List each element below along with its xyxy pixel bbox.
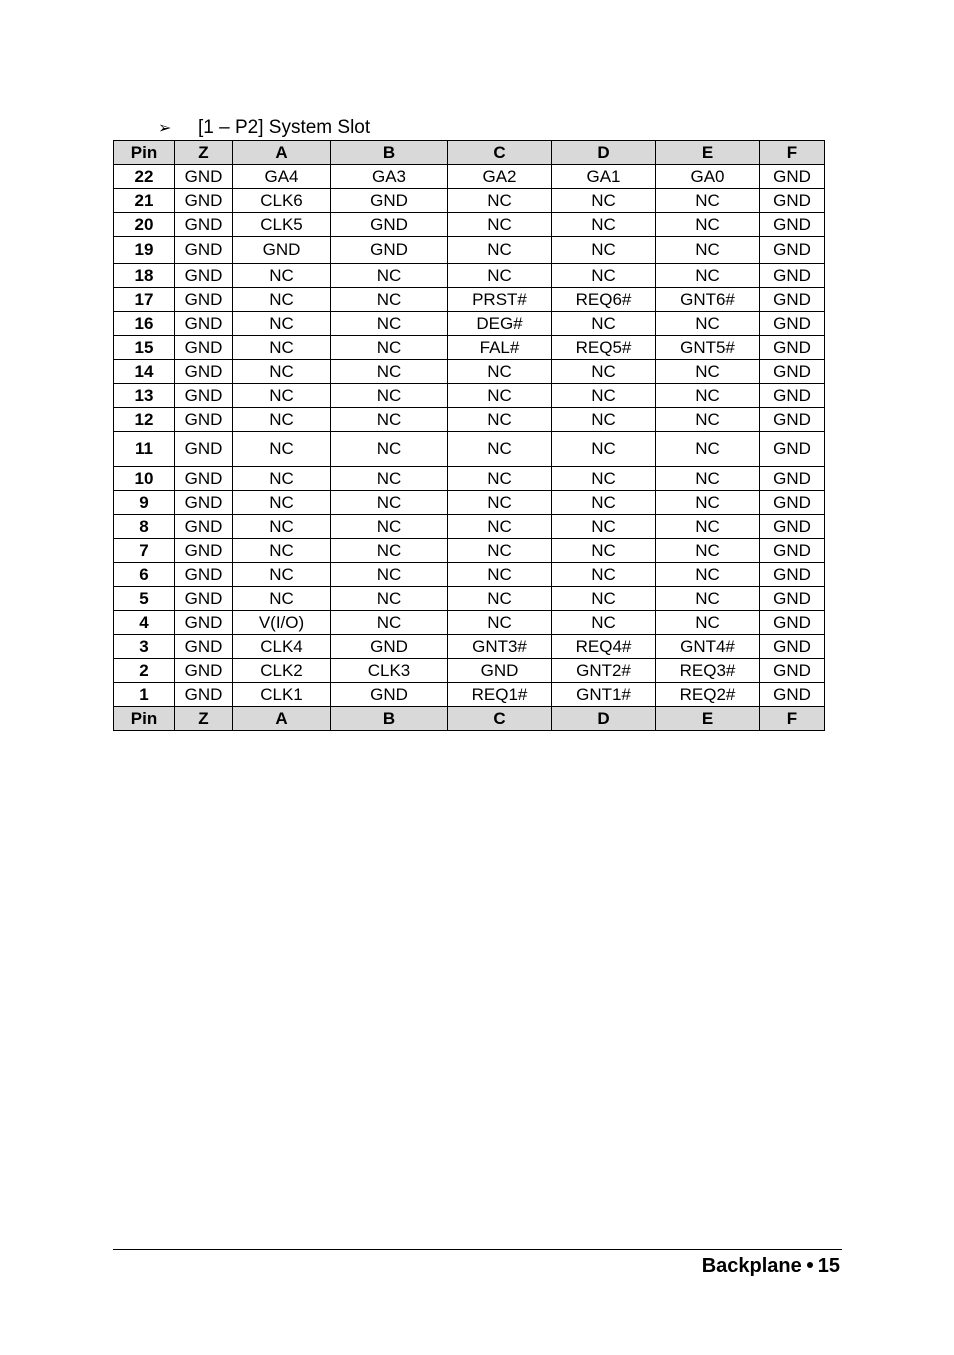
signal-cell: NC [331, 432, 448, 467]
table-row [114, 659, 825, 683]
signal-cell: GND [760, 288, 825, 312]
signal-cell: NC [331, 384, 448, 408]
signal-cell: GND [760, 515, 825, 539]
signal-cell: GND [760, 264, 825, 288]
pin-number-cell: 20 [114, 213, 175, 237]
signal-cell: NC [448, 384, 552, 408]
signal-cell: GND [331, 213, 448, 237]
pin-number-cell: 6 [114, 563, 175, 587]
column-header: A [233, 141, 331, 165]
signal-cell: NC [448, 515, 552, 539]
table-row [114, 611, 825, 635]
signal-cell: NC [552, 264, 656, 288]
table-row [114, 467, 825, 491]
signal-cell: GND [760, 432, 825, 467]
table-row [114, 635, 825, 659]
signal-cell: NC [233, 515, 331, 539]
signal-cell: NC [233, 288, 331, 312]
signal-cell: NC [552, 213, 656, 237]
table-row [114, 237, 825, 264]
page-number: 15 [817, 1255, 840, 1277]
signal-cell: NC [552, 467, 656, 491]
signal-cell: GND [175, 539, 233, 563]
signal-cell: NC [448, 611, 552, 635]
signal-cell: NC [552, 384, 656, 408]
pin-number-cell: 12 [114, 408, 175, 432]
column-footer: Z [175, 707, 233, 731]
signal-cell: GND [175, 408, 233, 432]
table-row [114, 515, 825, 539]
signal-cell: NC [233, 384, 331, 408]
pin-number-cell: 14 [114, 360, 175, 384]
column-footer: C [448, 707, 552, 731]
signal-cell: NC [552, 189, 656, 213]
column-header: B [331, 141, 448, 165]
signal-cell: NC [331, 312, 448, 336]
table-row [114, 432, 825, 467]
signal-cell: GND [175, 288, 233, 312]
table-row [114, 336, 825, 360]
pin-number-cell: 19 [114, 237, 175, 264]
signal-cell: NC [331, 467, 448, 491]
signal-cell: GND [760, 237, 825, 264]
signal-cell: GND [175, 165, 233, 189]
table-row [114, 384, 825, 408]
table-row [114, 408, 825, 432]
signal-cell: NC [233, 432, 331, 467]
signal-cell: GND [175, 467, 233, 491]
pin-number-cell: 9 [114, 491, 175, 515]
footer-section-name: Backplane [701, 1255, 802, 1277]
signal-cell: CLK6 [233, 189, 331, 213]
signal-cell: NC [552, 587, 656, 611]
section-heading-text: [1 – P2] System Slot [198, 117, 371, 138]
signal-cell: V(I/O) [233, 611, 331, 635]
signal-cell: NC [233, 312, 331, 336]
signal-cell: CLK2 [233, 659, 331, 683]
signal-cell: NC [448, 587, 552, 611]
table-header-row [114, 141, 825, 165]
signal-cell: NC [233, 587, 331, 611]
pin-number-cell: 3 [114, 635, 175, 659]
signal-cell: REQ3# [656, 659, 760, 683]
signal-cell: REQ2# [656, 683, 760, 707]
signal-cell: GND [175, 213, 233, 237]
column-footer: D [552, 707, 656, 731]
signal-cell: GND [175, 611, 233, 635]
page-footer [702, 1253, 840, 1279]
column-footer: A [233, 707, 331, 731]
signal-cell: REQ6# [552, 288, 656, 312]
signal-cell: NC [552, 563, 656, 587]
signal-cell: GND [175, 237, 233, 264]
signal-cell: GND [175, 515, 233, 539]
signal-cell: NC [656, 491, 760, 515]
signal-cell: NC [331, 264, 448, 288]
signal-cell: GND [233, 237, 331, 264]
pin-number-cell: 18 [114, 264, 175, 288]
table-row [114, 264, 825, 288]
signal-cell: NC [552, 539, 656, 563]
signal-cell: GND [448, 659, 552, 683]
table-row [114, 683, 825, 707]
signal-cell: GA2 [448, 165, 552, 189]
bullet-dot-icon [807, 1262, 813, 1268]
signal-cell: REQ1# [448, 683, 552, 707]
pin-number-cell: 15 [114, 336, 175, 360]
column-footer: F [760, 707, 825, 731]
signal-cell: GND [175, 312, 233, 336]
signal-cell: GND [760, 563, 825, 587]
signal-cell: NC [656, 264, 760, 288]
signal-cell: NC [331, 408, 448, 432]
signal-cell: GND [175, 635, 233, 659]
signal-cell: NC [448, 189, 552, 213]
signal-cell: NC [331, 563, 448, 587]
signal-cell: NC [448, 432, 552, 467]
signal-cell: NC [233, 491, 331, 515]
signal-cell: DEG# [448, 312, 552, 336]
table-row [114, 165, 825, 189]
signal-cell: GA0 [656, 165, 760, 189]
signal-cell: NC [448, 563, 552, 587]
pin-assignment-table [113, 140, 825, 731]
signal-cell: GND [760, 539, 825, 563]
signal-cell: NC [448, 213, 552, 237]
pin-number-cell: 4 [114, 611, 175, 635]
pin-number-cell: 22 [114, 165, 175, 189]
signal-cell: GNT1# [552, 683, 656, 707]
signal-cell: NC [656, 587, 760, 611]
signal-cell: NC [448, 467, 552, 491]
signal-cell: GND [760, 659, 825, 683]
column-header: E [656, 141, 760, 165]
column-footer: E [656, 707, 760, 731]
table-row [114, 563, 825, 587]
signal-cell: GA3 [331, 165, 448, 189]
signal-cell: GND [760, 213, 825, 237]
pin-number-cell: 13 [114, 384, 175, 408]
signal-cell: NC [233, 563, 331, 587]
footer-divider [113, 1249, 842, 1250]
pin-number-cell: 11 [114, 432, 175, 467]
column-footer: B [331, 707, 448, 731]
table-row [114, 587, 825, 611]
signal-cell: NC [656, 360, 760, 384]
signal-cell: GND [331, 683, 448, 707]
column-header: D [552, 141, 656, 165]
signal-cell: NC [233, 539, 331, 563]
pin-number-cell: 16 [114, 312, 175, 336]
column-header: Pin [114, 141, 175, 165]
signal-cell: CLK1 [233, 683, 331, 707]
signal-cell: NC [656, 611, 760, 635]
signal-cell: PRST# [448, 288, 552, 312]
pin-number-cell: 8 [114, 515, 175, 539]
signal-cell: NC [331, 336, 448, 360]
signal-cell: NC [331, 539, 448, 563]
pin-number-cell: 10 [114, 467, 175, 491]
signal-cell: NC [656, 189, 760, 213]
signal-cell: GND [760, 683, 825, 707]
table-row [114, 213, 825, 237]
signal-cell: GND [760, 384, 825, 408]
signal-cell: NC [448, 539, 552, 563]
signal-cell: FAL# [448, 336, 552, 360]
signal-cell: NC [331, 360, 448, 384]
signal-cell: GND [175, 336, 233, 360]
signal-cell: NC [233, 336, 331, 360]
signal-cell: NC [552, 611, 656, 635]
signal-cell: GND [331, 189, 448, 213]
signal-cell: NC [448, 237, 552, 264]
signal-cell: NC [656, 432, 760, 467]
signal-cell: NC [331, 515, 448, 539]
signal-cell: NC [552, 491, 656, 515]
signal-cell: GND [760, 189, 825, 213]
signal-cell: GND [175, 360, 233, 384]
signal-cell: GNT4# [656, 635, 760, 659]
signal-cell: NC [331, 611, 448, 635]
signal-cell: NC [233, 264, 331, 288]
signal-cell: NC [331, 288, 448, 312]
section-heading [158, 116, 370, 141]
signal-cell: GNT5# [656, 336, 760, 360]
signal-cell: GA4 [233, 165, 331, 189]
signal-cell: GND [760, 165, 825, 189]
signal-cell: GNT6# [656, 288, 760, 312]
signal-cell: NC [448, 408, 552, 432]
signal-cell: NC [233, 408, 331, 432]
signal-cell: GNT3# [448, 635, 552, 659]
signal-cell: GND [175, 432, 233, 467]
signal-cell: GA1 [552, 165, 656, 189]
pin-number-cell: 21 [114, 189, 175, 213]
signal-cell: NC [656, 539, 760, 563]
signal-cell: NC [656, 563, 760, 587]
signal-cell: REQ5# [552, 336, 656, 360]
signal-cell: GND [175, 384, 233, 408]
signal-cell: NC [656, 408, 760, 432]
signal-cell: NC [552, 432, 656, 467]
signal-cell: NC [331, 587, 448, 611]
table-row [114, 539, 825, 563]
pin-number-cell: 7 [114, 539, 175, 563]
signal-cell: NC [552, 408, 656, 432]
signal-cell: NC [552, 312, 656, 336]
column-footer: Pin [114, 707, 175, 731]
arrow-bullet-icon: ➢ [158, 120, 172, 137]
table-footer-row [114, 707, 825, 731]
column-header: C [448, 141, 552, 165]
pin-number-cell: 2 [114, 659, 175, 683]
signal-cell: NC [552, 515, 656, 539]
table-row [114, 288, 825, 312]
signal-cell: GND [760, 312, 825, 336]
signal-cell: GND [175, 587, 233, 611]
column-header: F [760, 141, 825, 165]
signal-cell: GND [760, 635, 825, 659]
signal-cell: CLK3 [331, 659, 448, 683]
signal-cell: NC [331, 491, 448, 515]
signal-cell: NC [552, 237, 656, 264]
signal-cell: NC [656, 237, 760, 264]
signal-cell: CLK5 [233, 213, 331, 237]
signal-cell: GND [175, 491, 233, 515]
signal-cell: GNT2# [552, 659, 656, 683]
pin-number-cell: 5 [114, 587, 175, 611]
signal-cell: GND [760, 491, 825, 515]
table-row [114, 360, 825, 384]
signal-cell: GND [175, 189, 233, 213]
signal-cell: NC [656, 312, 760, 336]
pin-number-cell: 17 [114, 288, 175, 312]
signal-cell: GND [175, 264, 233, 288]
signal-cell: GND [760, 408, 825, 432]
signal-cell: GND [175, 659, 233, 683]
signal-cell: GND [331, 635, 448, 659]
signal-cell: NC [656, 467, 760, 491]
table-row [114, 312, 825, 336]
signal-cell: GND [760, 467, 825, 491]
signal-cell: CLK4 [233, 635, 331, 659]
signal-cell: NC [448, 360, 552, 384]
signal-cell: NC [656, 384, 760, 408]
signal-cell: NC [656, 515, 760, 539]
signal-cell: NC [233, 467, 331, 491]
signal-cell: NC [448, 491, 552, 515]
signal-cell: GND [760, 336, 825, 360]
signal-cell: NC [448, 264, 552, 288]
signal-cell: GND [760, 611, 825, 635]
signal-cell: NC [552, 360, 656, 384]
signal-cell: REQ4# [552, 635, 656, 659]
signal-cell: GND [760, 587, 825, 611]
column-header: Z [175, 141, 233, 165]
signal-cell: GND [175, 683, 233, 707]
signal-cell: GND [331, 237, 448, 264]
signal-cell: GND [175, 563, 233, 587]
pin-number-cell: 1 [114, 683, 175, 707]
signal-cell: NC [656, 213, 760, 237]
table-row [114, 189, 825, 213]
signal-cell: NC [233, 360, 331, 384]
signal-cell: GND [760, 360, 825, 384]
table-row [114, 491, 825, 515]
